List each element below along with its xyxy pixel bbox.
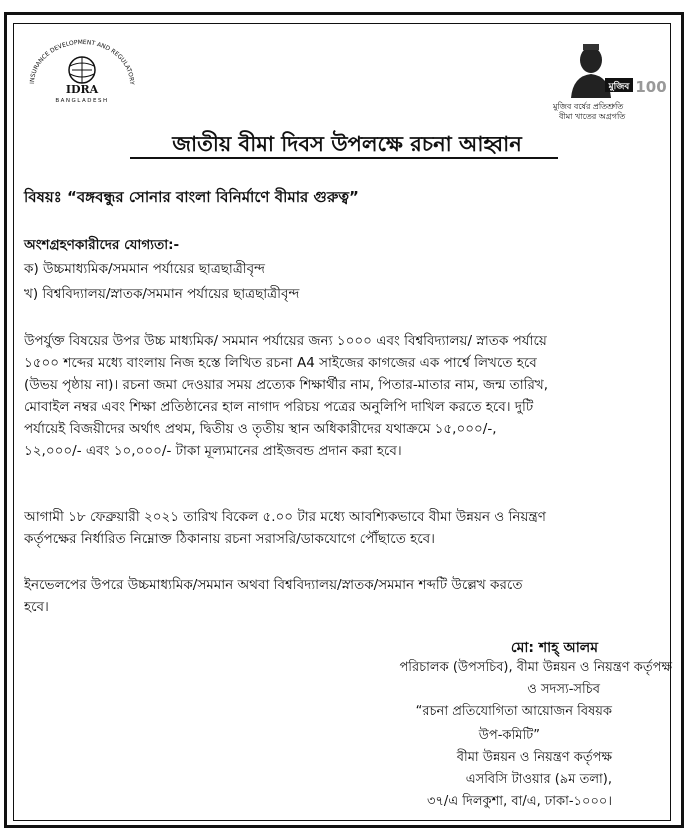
portrait-icon bbox=[553, 38, 668, 102]
signatory-line: ও সদস্য-সচিব bbox=[527, 682, 600, 697]
idra-logo bbox=[22, 32, 140, 104]
signatory-line: বীমা উন্নয়ন ও নিয়ন্ত্রণ কর্তৃপক্ষ bbox=[456, 750, 612, 765]
idra-ring-text: INSURANCE DEVELOPMENT AND REGULATORY bbox=[28, 38, 136, 85]
idra-abbr: IDRA bbox=[65, 83, 99, 96]
signatory-line: ৩৭/এ দিলকুশা, বা/এ, ঢাকা-১০০০। bbox=[426, 794, 612, 809]
signatory-line: পরিচালক (উপসচিব), বীমা উন্নয়ন ও নিয়ন্ত্রণ কর্তৃপক্ষ bbox=[399, 660, 672, 675]
paragraph-line: ইনভেলপের উপরে উচ্চমাধ্যমিক/সমমান অথবা বিশ্ববিদ্যালয়/স্নাতক/সমমান শব্দটি উল্লেখ করতে bbox=[24, 577, 523, 593]
mujib-logo bbox=[553, 38, 668, 128]
signatory-name: মো: শাহ্ আলম bbox=[510, 640, 598, 656]
mujib-number: 100 bbox=[635, 78, 667, 96]
paragraph-line: (উভয় পৃষ্ঠায় না)। রচনা জমা দেওয়ার সময় প্রত্যেক শিক্ষার্থীর নাম, পিতার-মাতার নাম, জন্ম তারিখ, bbox=[24, 377, 549, 393]
page-title: জাতীয় বীমা দিবস উপলক্ষে রচনা আহ্বান bbox=[172, 132, 522, 156]
signatory-line: “রচনা প্রতিযোগিতা আয়োজন বিষয়ক bbox=[415, 704, 612, 719]
mujib-caption-line1: মুজিব বর্ষের প্রতিশ্রুতি bbox=[553, 102, 624, 111]
idra-emblem-icon bbox=[22, 32, 140, 104]
subject-line: বিষয়ঃ “বঙ্গবন্ধুর সোনার বাংলা বিনির্মাণে বীমার গুরুত্ব” bbox=[24, 188, 359, 206]
eligibility-item: খ) বিশ্ববিদ্যালয়/স্নাতক/সমমান পর্যায়ের ছাত্রছাত্রীবৃন্দ bbox=[24, 286, 300, 302]
paragraph-envelope bbox=[24, 574, 664, 618]
idra-country: BANGLADESH bbox=[55, 98, 109, 104]
paragraph-rules bbox=[24, 330, 664, 462]
paragraph-line: পর্যায়েই বিজয়ীদের অর্থাৎ প্রথম, দ্বিতীয় ও তৃতীয় স্থান অধিকারীদের যথাক্রমে ১৫,০০০/-, bbox=[24, 421, 497, 437]
paragraph-line: কর্তৃপক্ষের নির্ধারিত নিম্নোক্ত ঠিকানায় রচনা সরাসরি/ডাকযোগে পৌঁছাতে হবে। bbox=[24, 531, 435, 547]
eligibility-item: ক) উচ্চমাধ্যমিক/সমমান পর্যায়ের ছাত্রছাত্রীবৃন্দ bbox=[24, 261, 265, 277]
paragraph-deadline bbox=[24, 506, 664, 550]
paragraph-line: আগামী ১৮ ফেব্রুয়ারী ২০২১ তারিখ বিকেল ৫.০০ টার মধ্যে আবশ্যিকভাবে বীমা উন্নয়ন ও নিয়ন্ত্রণ bbox=[24, 509, 546, 525]
paragraph-line: ১৫০০ শব্দের মধ্যে বাংলায় নিজ হস্তে লিখিত রচনা A4 সাইজের কাগজের এক পার্শ্বে লিখতে হবে bbox=[24, 355, 537, 371]
signatory-line: এসবিসি টাওয়ার (৯ম তলা), bbox=[465, 772, 612, 787]
mujib-caption-line2: বীমা খাতের অগ্রগতি bbox=[559, 112, 626, 121]
signatory-line: উপ-কমিটি” bbox=[478, 728, 540, 743]
paragraph-line: ১২,০০০/- এবং ১০,০০০/- টাকা মূল্যমানের প্রাইজবন্ড প্রদান করা হবে। bbox=[24, 443, 402, 459]
paragraph-line: হবে। bbox=[24, 599, 49, 615]
mujib-caption bbox=[553, 102, 668, 122]
paragraph-line: মোবাইল নম্বর এবং শিক্ষা প্রতিষ্ঠানের হাল নাগাদ পরিচয় পত্রের অনুলিপি দাখিল করতে হবে। দুটি bbox=[24, 399, 534, 415]
paragraph-line: উপর্যুক্ত বিষয়ের উপর উচ্চ মাধ্যমিক/ সমমান পর্যায়ের জন্য ১০০০ এবং বিশ্ববিদ্যালয়/ স্নাতক পর্যায়ে bbox=[24, 333, 547, 349]
title-underline bbox=[130, 157, 558, 159]
eligibility-heading: অংশগ্রহণকারীদের যোগ্যতা:- bbox=[24, 237, 180, 253]
mujib-badge: মুজিব bbox=[608, 82, 630, 92]
